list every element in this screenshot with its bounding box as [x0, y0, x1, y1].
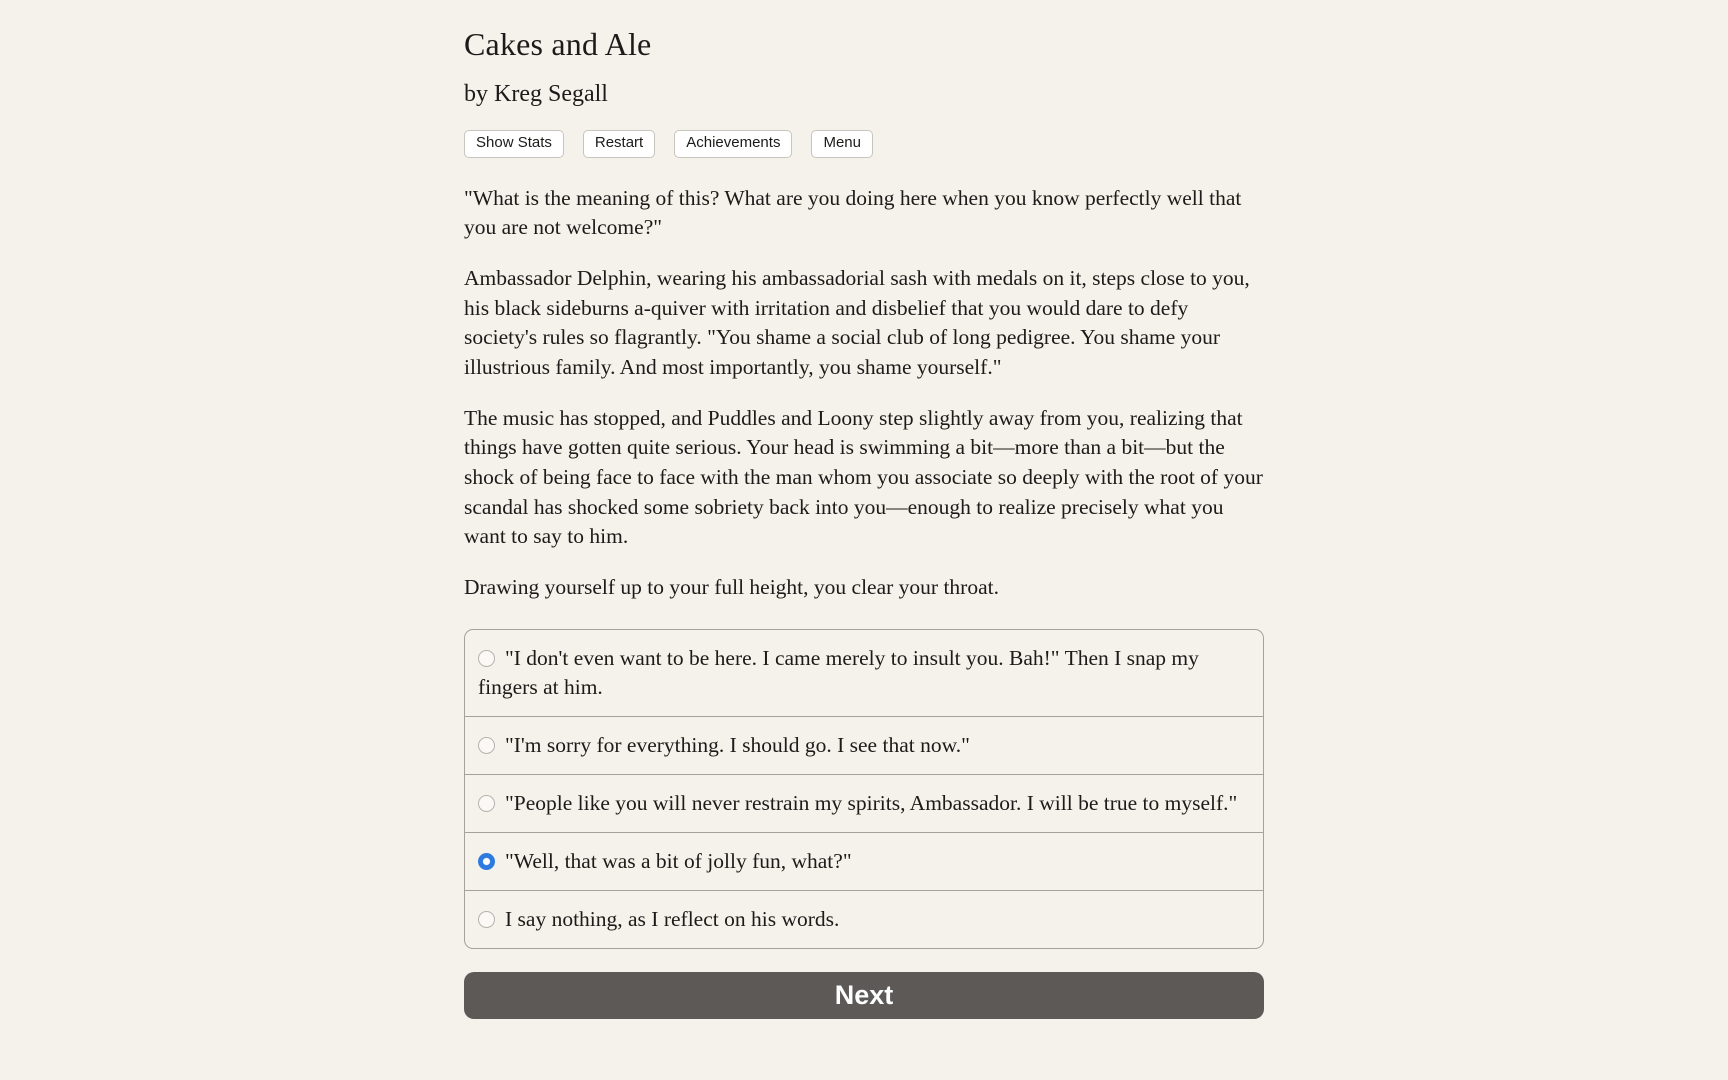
choice-option-2[interactable] [465, 716, 1263, 774]
author-byline: by Kreg Segall [464, 81, 608, 107]
story-page [464, 0, 1264, 1019]
page-title: Cakes and Ale [464, 26, 652, 62]
radio-button-icon[interactable] [478, 650, 495, 667]
menu-button[interactable]: Menu [811, 130, 873, 158]
toolbar [464, 130, 1264, 158]
choice-option-4[interactable] [465, 832, 1263, 890]
choice-option-3[interactable] [465, 774, 1263, 832]
story-paragraph: The music has stopped, and Puddles and Loony step slightly away from you, realizing that things have gotten quite serious. Your head is swimming a bit—more than a bit—but the shock of being face to face with the man whom you associate so deeply with the root of your scandal has shocked some sobriety back into you—enough to realize precisely what you want to say to him. [464, 405, 1263, 549]
show-stats-button[interactable]: Show Stats [464, 130, 564, 158]
restart-button[interactable]: Restart [583, 130, 655, 158]
radio-button-icon[interactable] [478, 737, 495, 754]
choice-label: "People like you will never restrain my spirits, Ambassador. I will be true to myself." [505, 790, 1238, 815]
story-paragraph: Drawing yourself up to your full height, you clear your throat. [464, 574, 999, 599]
choice-list [464, 629, 1264, 949]
radio-button-icon[interactable] [478, 795, 495, 812]
story-text [464, 184, 1264, 603]
radio-button-selected-icon[interactable] [478, 853, 495, 870]
choice-label: "Well, that was a bit of jolly fun, what?" [505, 848, 852, 873]
story-paragraph: Ambassador Delphin, wearing his ambassadorial sash with medals on it, steps close to you, his black sideburns a-quiver with irritation and disbelief that you would dare to defy society's rules so flagrantly. "You shame a social club of long pedigree. You shame your illustrious family. And most importantly, you shame yourself." [464, 266, 1250, 380]
next-button[interactable]: Next [464, 972, 1264, 1019]
choice-label: "I'm sorry for everything. I should go. I see that now." [505, 732, 970, 757]
radio-button-icon[interactable] [478, 911, 495, 928]
choice-label: "I don't even want to be here. I came merely to insult you. Bah!" Then I snap my fingers at him. [478, 645, 1199, 699]
story-paragraph: "What is the meaning of this? What are you doing here when you know perfectly well that you are not welcome?" [464, 185, 1242, 240]
achievements-button[interactable]: Achievements [674, 130, 792, 158]
choice-option-1[interactable] [465, 630, 1263, 716]
choice-option-5[interactable] [465, 890, 1263, 948]
choice-label: I say nothing, as I reflect on his words. [505, 906, 840, 931]
